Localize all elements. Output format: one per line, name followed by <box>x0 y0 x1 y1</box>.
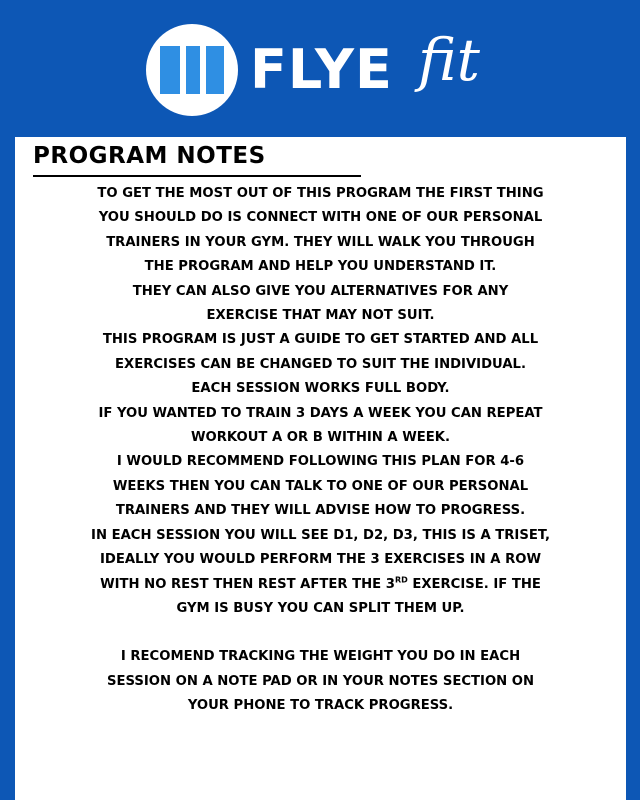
paragraph-gap <box>15 621 626 645</box>
brand-name-script: fit <box>418 26 480 94</box>
notes-line: IF YOU WANTED TO TRAIN 3 DAYS A WEEK YOU CAN REPEAT <box>98 405 543 421</box>
notes-line: THIS PROGRAM IS JUST A GUIDE TO GET STARTED AND ALL <box>102 332 539 348</box>
notes-line: THE PROGRAM AND HELP YOU UNDERSTAND IT. <box>144 259 497 275</box>
notes-line: TO GET THE MOST OUT OF THIS PROGRAM THE FIRST THING <box>97 186 544 201</box>
brand-logo <box>146 24 506 116</box>
title-underline <box>33 175 361 177</box>
notes-line: WORKOUT A OR B WITHIN A WEEK. <box>190 430 451 446</box>
program-notes-card <box>15 137 626 800</box>
notes-line: TRAINERS AND THEY WILL ADVISE HOW TO PROGRESS. <box>115 503 526 519</box>
notes-line: THEY CAN ALSO GIVE YOU ALTERNATIVES FOR ANY <box>132 283 509 299</box>
triset-text-before: WITH NO REST THEN REST AFTER THE 3 <box>100 576 395 592</box>
triset-text-after: EXERCISE. IF THE <box>407 576 541 592</box>
notes-line: WEEKS THEN YOU CAN TALK TO ONE OF OUR PERSONAL <box>112 478 529 494</box>
ordinal-superscript: RD <box>394 575 408 585</box>
brand-name: FLYE <box>250 38 393 101</box>
notes-line: YOUR PHONE TO TRACK PROGRESS. <box>187 698 454 714</box>
notes-line: IDEALLY YOU WOULD PERFORM THE 3 EXERCISES IN A ROW <box>99 552 542 568</box>
notes-line: SESSION ON A NOTE PAD OR IN YOUR NOTES SECTION ON <box>106 673 535 689</box>
notes-body <box>15 182 626 719</box>
notes-line: EACH SESSION WORKS FULL BODY. <box>191 381 450 397</box>
notes-line: GYM IS BUSY YOU CAN SPLIT THEM UP. <box>176 600 465 616</box>
notes-line: I RECOMEND TRACKING THE WEIGHT YOU DO IN EACH <box>120 649 521 665</box>
monogram-mark <box>160 46 224 94</box>
notes-line: TRAINERS IN YOUR GYM. THEY WILL WALK YOU THROUGH <box>106 234 535 250</box>
flyefit-monogram-icon <box>146 24 238 116</box>
notes-line: I WOULD RECOMMEND FOLLOWING THIS PLAN FOR 4-6 <box>116 454 525 470</box>
notes-line-triset <box>15 573 626 597</box>
page-title: PROGRAM NOTES <box>33 143 266 169</box>
notes-line: YOU SHOULD DO IS CONNECT WITH ONE OF OUR PERSONAL <box>98 210 543 226</box>
notes-line: EXERCISE THAT MAY NOT SUIT. <box>206 308 435 324</box>
notes-line: IN EACH SESSION YOU WILL SEE D1, D2, D3, THIS IS A TRISET, <box>91 527 550 543</box>
notes-line: EXERCISES CAN BE CHANGED TO SUIT THE INDIVIDUAL. <box>115 356 526 372</box>
